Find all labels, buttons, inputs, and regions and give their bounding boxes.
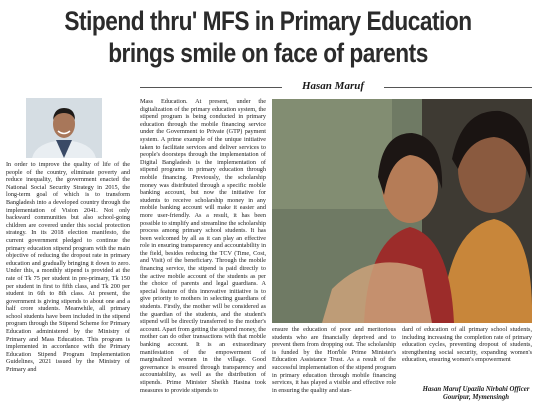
- byline: Hasan Maruf: [301, 80, 365, 92]
- article-column-4: dard of education of all primary school students, including increasing the completion rate of primary education cycles, preventing dropout of students, strengthening social security, expanding women's education, ensuring women's empowerment: [402, 326, 532, 364]
- headline-line-1: Stipend thru' MFS in Primary Education: [64, 6, 472, 36]
- byline-rule-left: [140, 87, 282, 88]
- article-column-1: In order to improve the quality of life of the people of the country, eliminate poverty and reduce inequality, the government enacted the National Social Security Strategy in 2015, the long-term goal of which is to transform Bangladesh into a developed country through the implementation of Vision 2041. Not only backward communities but also school-going children are covered under this social protection strategy. In its 2018 election manifesto, the current government pledged to continue the primary education stipend program with the main objective of reducing the dropout rate in primary education and gradually bringing it down to zero. Under this, a monthly stipend is provided at the rate of Tk 75 per student in pre-primary, Tk 150 per student in first to fifth class, and Tk 200 per student in 6th to 8th class. At present, the government is giving stipends to about one and a half crore students. Meanwhile, all primary school students have been included in the stipend program through the Stipend Scheme for Primary Education administered by the Ministry of Primary and Mass Education. This program is implemented in accordance with the Primary Education Stipend Program Implementation Guidelines, 2021 issued by the Ministry of Primary and: [6, 161, 130, 374]
- article-column-3: ensure the education of poor and meritorious students who are financially deprived and to prevent them from dropping out. The scholarship is funded by the Hon'ble Prime Minister's Education Assistance Trust. As a result of the successful implementation of the stipend program in primary education through mobile financing services, it has played a visible and effective role in ensuring the quality and stan-: [272, 326, 396, 394]
- headline-line-2: brings smile on face of parents: [108, 38, 428, 68]
- byline-rule-right: [384, 87, 532, 88]
- article-photo: [272, 99, 532, 323]
- author-credit: [420, 386, 532, 402]
- author-credit-line-2: Gouripur, Mymensingh: [442, 394, 510, 401]
- article-column-2: Mass Education. At present, under the digitalization of the primary education system, the stipend program is being conducted in primary education through the mobile financing service under the Government to Private (GTP) payment system. A prime example of the unique initiative taken to facilitate services and deliver services to people's doorsteps through the implementation of Digital Bangladesh is the implementation of stipend programs in primary education through mobile financing. Previously, the scholarship money was distributed through a specific mobile banking account, but now the initiative for students to receive scholarship money in any mobile banking account will make it easier and more user-friendly. As a result, it has been possible to simplify and streamline the scholarship process among primary school students. It has been welcomed by all as it can play an effective role in ensuring transparency and accountability in the field, besides reducing the TCV (Time, Cost, and Visit) of the beneficiary. Through the mobile financing service, the stipend is paid directly to the active mobile account of the students as per the choice of parents and legal guardians. A special feature of this innovative initiative is to give priority to mothers in selecting guardians of students. Firstly, the mother will be considered as the guardian of the students, and the student's stipend will be directly transferred to the mother's account. Apart from getting the stipend money, the mother can do other transactions with that mobile banking account. It is an extraordinary manifestation of the empowerment of marginalized women in the village. Good governance is ensured through transparency and accountability, as well as the distribution of stipends. Prime Minister Sheikh Hasina took measures to provide stipends to: [140, 98, 266, 394]
- author-credit-line-1: Hasan Maruf Upazila Nirbahi Officer: [422, 386, 530, 393]
- author-portrait: [26, 98, 102, 158]
